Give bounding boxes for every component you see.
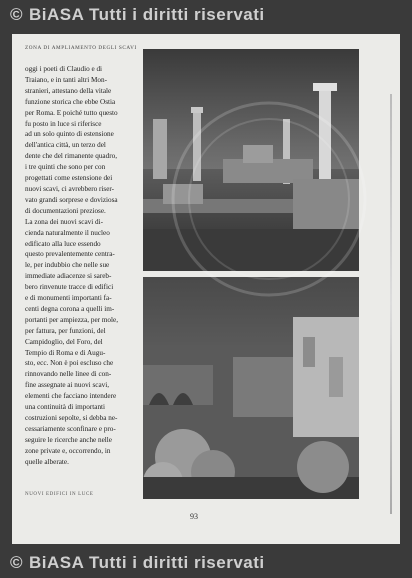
body-line: fine assegnate ai nuovi scavi, <box>25 381 110 390</box>
body-line: cienda naturalmente il nucleo <box>25 228 110 237</box>
watermark-text: BiASA Tutti i diritti riservati <box>29 5 265 24</box>
body-line: funzione storica che ebbe Ostia <box>25 97 116 106</box>
body-line: rinnovando nelle linee di con- <box>25 370 112 379</box>
body-line: cessariamente sconfinare e pro- <box>25 424 116 433</box>
body-line: costruzioni sepolte, si debba ne- <box>25 414 118 422</box>
body-text-column <box>25 64 143 468</box>
body-line: fu posto in luce si riferisce <box>25 119 102 128</box>
body-line: quelle alberate. <box>25 457 69 466</box>
body-line: dell'antica città, un terzo del <box>25 141 106 150</box>
watermark-text: BiASA Tutti i diritti riservati <box>29 553 265 572</box>
body-line: Traiano, e in tanti altri Mon- <box>25 75 107 84</box>
body-line: per fattura, per funzioni, del <box>25 326 106 335</box>
photo-ruins-columns <box>143 49 359 271</box>
body-line: nuovi scavi, ci avrebbero riser- <box>25 184 115 193</box>
book-page <box>12 34 400 544</box>
body-line: zone private e, occorrendo, in <box>25 446 111 455</box>
body-line: stranieri, attestano della vitale <box>25 86 112 95</box>
body-line: Campidoglio, del Foro, del <box>25 337 103 346</box>
body-line: e di monumenti importanti fa- <box>25 294 112 303</box>
body-line: vato grandi sorprese e doviziosa <box>25 195 118 204</box>
photo-new-buildings <box>143 277 359 499</box>
body-line: Tempio di Roma e di Augu- <box>25 348 106 357</box>
body-line: La zona dei nuovi scavi di- <box>25 217 104 226</box>
body-line: elementi che facciano intendere <box>25 392 117 401</box>
body-line: oggi i poeti di Claudio e di <box>25 65 103 73</box>
body-line: ad un solo quinto di estensione <box>25 130 114 139</box>
photo-caption: NUOVI EDIFICI IN LUCE <box>25 492 94 497</box>
body-line: bero rinvenute tracce di edifici <box>25 283 114 292</box>
body-line: una continuità di importanti <box>25 403 106 412</box>
running-head: ZONA DI AMPLIAMENTO DEGLI SCAVI <box>25 45 137 51</box>
copyright-symbol: © <box>10 553 24 572</box>
page-edge-mark <box>390 94 392 514</box>
body-line: portanti per ampiezza, per mole, <box>25 315 118 324</box>
watermark-top <box>0 0 412 30</box>
body-line: edificato alla luce essendo <box>25 239 101 248</box>
body-line: progettati come estensione dei <box>25 174 113 183</box>
body-line: sto, ecc. Non è poi escluso che <box>25 359 114 368</box>
body-line: i tre quinti che sono per con <box>25 163 106 172</box>
body-line: di documentazioni preziose. <box>25 206 106 215</box>
body-line: questo prevalentemente centra- <box>25 250 115 259</box>
body-line: immediate adiacenze si sareb- <box>25 272 112 281</box>
copyright-symbol: © <box>10 5 24 24</box>
page-number: 93 <box>190 512 198 521</box>
body-line: seguire le ricerche anche nelle <box>25 435 112 444</box>
body-line: le, per indubbio che nelle sue <box>25 261 110 270</box>
body-line: per Roma. E poiché tutto questo <box>25 108 118 117</box>
body-line: dente che del rimanente quadro, <box>25 152 117 161</box>
body-line: centi degna corona a quelli im- <box>25 304 115 313</box>
